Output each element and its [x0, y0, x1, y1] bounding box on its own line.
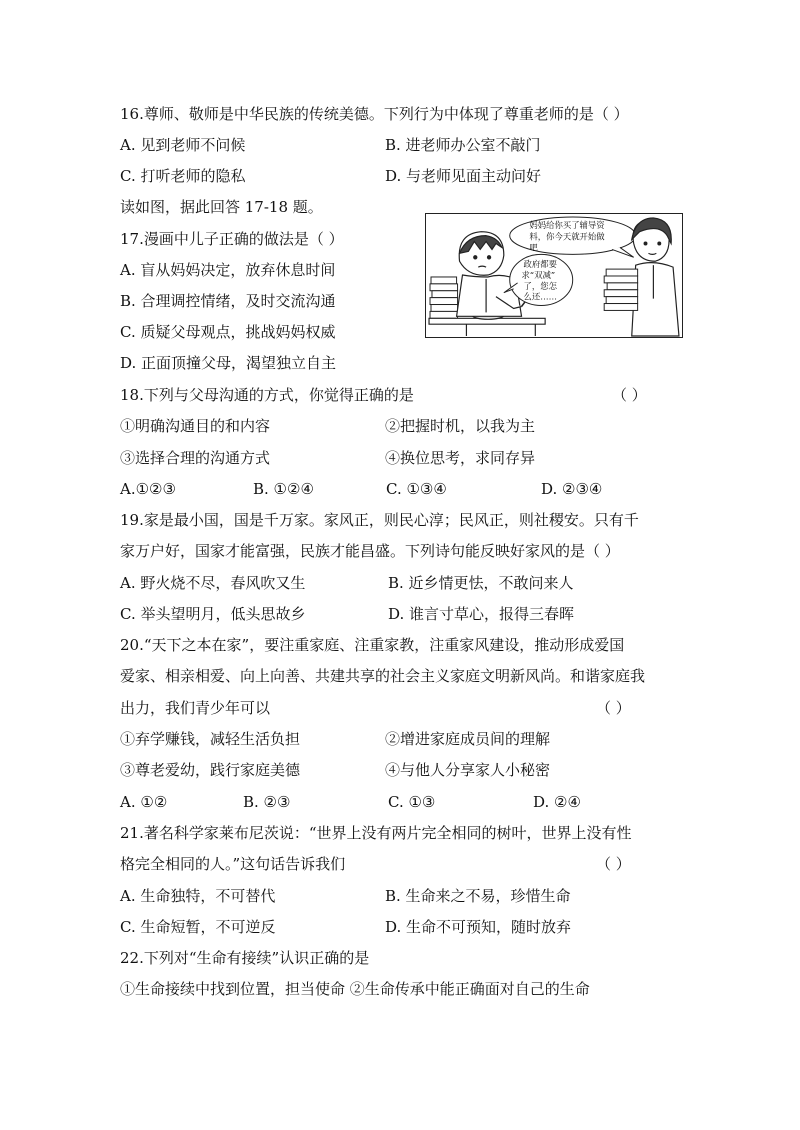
- q20-stem-line-2: 爱家、相亲相爱、向上向善、共建共享的社会主义家庭文明新风尚。和谐家庭我: [120, 667, 646, 685]
- q20-statement-3: ③尊老爱幼，践行家庭美德: [120, 761, 301, 779]
- q20-statement-1: ①弃学赚钱，减轻生活负担: [120, 730, 301, 748]
- q20-stem-line-1: 20.“天下之本在家”，要注重家庭、注重家教，注重家风建设，推动形成爱国: [120, 636, 625, 654]
- q19-option-c: C. 举头望明月，低头思故乡: [120, 605, 306, 623]
- q21-option-c: C. 生命短暂，不可逆反: [120, 918, 276, 936]
- q17-option-b: B. 合理调控情绪，及时交流沟通: [120, 292, 336, 310]
- q19-option-b: B. 近乡情更怯，不敢问来人: [388, 574, 574, 592]
- cartoon-illustration: [425, 213, 683, 338]
- q22-stem: 22.下列对“生命有接续”认识正确的是: [120, 949, 370, 967]
- mother-figure: [632, 218, 679, 336]
- q21-stem-line-1: 21.著名科学家莱布尼茨说：“世界上没有两片完全相同的树叶，世界上没有性: [120, 824, 632, 842]
- book-stack-left: [430, 277, 458, 318]
- q20-answer-paren: （ ）: [596, 699, 631, 717]
- q18-statement-3: ③选择合理的沟通方式: [120, 449, 271, 467]
- q16-option-c: C. 打听老师的隐私: [120, 167, 246, 185]
- q17-option-c: C. 质疑父母观点，挑战妈妈权威: [120, 323, 336, 341]
- q22-statements-1-2: ①生命接续中找到位置，担当使命 ②生命传承中能正确面对自己的生命: [120, 980, 590, 998]
- q18-statement-2: ②把握时机，以我为主: [385, 417, 536, 435]
- q18-answer-paren: （ ）: [612, 386, 647, 404]
- q18-option-b: B. ①②④: [253, 480, 314, 498]
- q18-statement-1: ①明确沟通目的和内容: [120, 417, 271, 435]
- q20-option-c: C. ①③: [388, 793, 436, 811]
- q17-stem: 17.漫画中儿子正确的做法是（ ）: [120, 230, 344, 248]
- mom-speech-line-2: 料，你今天就开始做: [529, 231, 605, 242]
- q16-option-d: D. 与老师见面主动问好: [385, 167, 542, 185]
- q20-option-d: D. ②④: [533, 793, 581, 811]
- q18-statement-4: ④换位思考，求同存异: [385, 449, 536, 467]
- q19-option-d: D. 谁言寸草心，报得三春晖: [388, 605, 575, 623]
- q16-option-a: A. 见到老师不问候: [120, 136, 246, 154]
- q21-answer-paren: （ ）: [596, 855, 631, 873]
- q18-stem: 18.下列与父母沟通的方式，你觉得正确的是: [120, 386, 414, 404]
- q19-option-a: A. 野火烧不尽，春风吹又生: [120, 574, 306, 592]
- mom-speech-line-1: 妈妈给你买了辅导资: [529, 219, 605, 230]
- son-speech-line-3: 了，您怎: [523, 280, 557, 291]
- q16-stem: 16.尊师、敬师是中华民族的传统美德。下列行为中体现了尊重老师的是（ ）: [120, 105, 629, 123]
- mom-speech-bubble: [510, 217, 636, 257]
- q19-stem-line-1: 19.家是最小国，国是千万家。家风正，则民心淳；民风正，则社稷安。只有千: [120, 511, 639, 529]
- mom-speech-line-3: 吧: [529, 242, 538, 253]
- q20-statement-4: ④与他人分享家人小秘密: [385, 761, 551, 779]
- son-speech-line-2: 求“双减”: [521, 269, 556, 280]
- son-speech-line-4: 么还……: [523, 291, 557, 302]
- q16-option-b: B. 进老师办公室不敲门: [385, 136, 541, 154]
- q17-option-d: D. 正面顶撞父母，渴望独立自主: [120, 354, 337, 372]
- q20-statement-2: ②增进家庭成员间的理解: [385, 730, 551, 748]
- q21-option-a: A. 生命独特，不可替代: [120, 887, 276, 905]
- q19-stem-line-2: 家万户好，国家才能富强，民族才能昌盛。下列诗句能反映好家风的是（ ）: [120, 542, 620, 560]
- q21-option-b: B. 生命来之不易，珍惜生命: [385, 887, 571, 905]
- son-speech-line-1: 政府都要: [523, 259, 557, 270]
- intro-17-18: 读如图，据此回答 17-18 题。: [120, 198, 323, 216]
- q20-stem-line-3: 出力，我们青少年可以: [120, 699, 271, 717]
- q20-option-b: B. ②③: [243, 793, 291, 811]
- q21-option-d: D. 生命不可预知，随时放弃: [385, 918, 572, 936]
- q17-option-a: A. 盲从妈妈决定，放弃休息时间: [120, 261, 336, 279]
- book-stack-mom: [604, 269, 637, 310]
- q18-option-a: A.①②③: [120, 480, 176, 498]
- q18-option-d: D. ②③④: [541, 480, 603, 498]
- q20-option-a: A. ①②: [120, 793, 168, 811]
- q21-stem-line-2: 格完全相同的人。”这句话告诉我们: [120, 855, 346, 873]
- q18-option-c: C. ①③④: [386, 480, 447, 498]
